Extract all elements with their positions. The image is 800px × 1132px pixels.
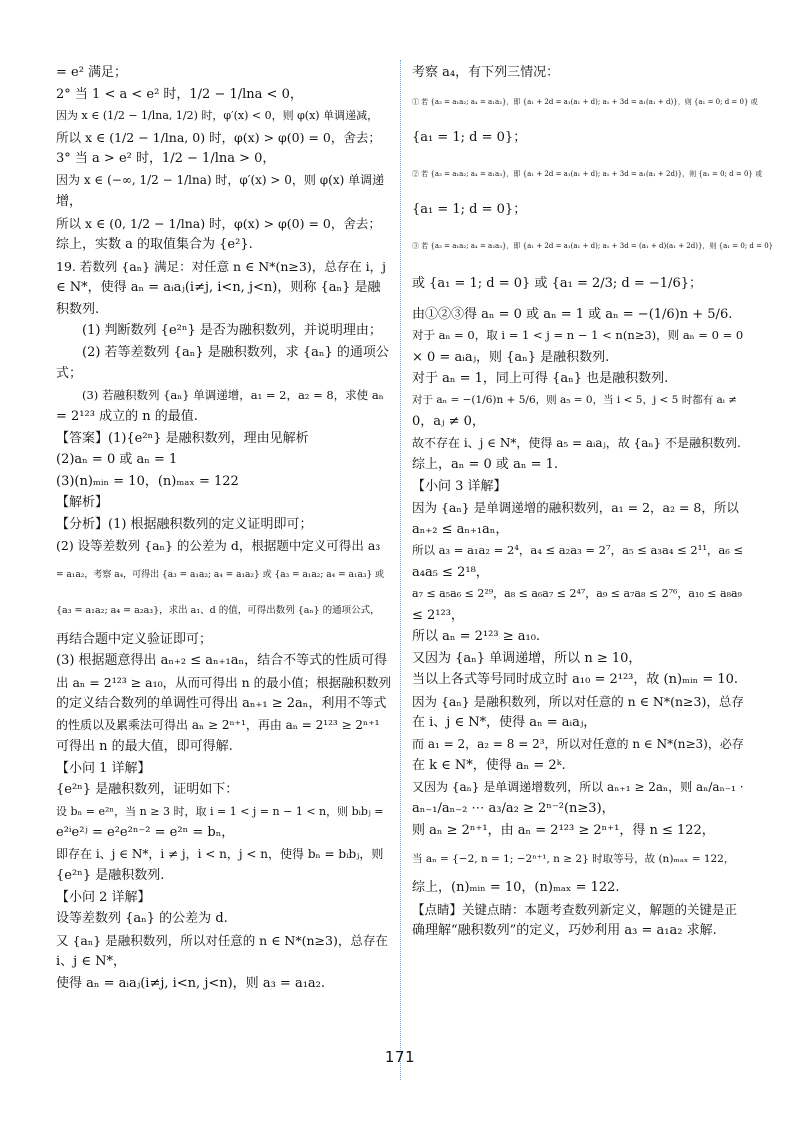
text-line: 又因为 {aₙ} 单调递增，所以 n ≥ 10，	[412, 650, 642, 666]
text-line: × 0 = aᵢaⱼ，则 {aₙ} 是融积数列.	[412, 349, 610, 365]
question-2: (2) 若等差数列 {aₙ} 是融积数列，求 {aₙ} 的通项公	[82, 344, 389, 360]
text-line: = 2¹²³ 成立的 n 的最值.	[56, 409, 198, 424]
text-line: a₄a₅ ≤ 2¹⁸，	[412, 564, 489, 580]
section-heading: 【小问 3 详解】	[412, 478, 507, 494]
text-line: 对于 aₙ = 1，同上可得 {aₙ} 也是融积数列.	[412, 371, 669, 386]
text-line: 2° 当 1 < a < e² 时，1/2 − 1/lna < 0，	[56, 86, 303, 102]
right-column	[412, 62, 774, 942]
text-line: (3) 根据题意得出 aₙ₊₂ ≤ aₙ₊₁aₙ，结合不等式的性质可得	[56, 653, 388, 668]
text-line: 即存在 i、j ∈ N*，i ≠ j，i < n，j < n，使得 bₙ = bᵢbⱼ，则	[56, 846, 384, 861]
question-3: (3) 若融积数列 {aₙ} 单调递增，a₁ = 2，a₂ = 8，求使 aₙ	[82, 387, 384, 402]
text-line: 考察 a₄，有下列三情况：	[412, 65, 560, 80]
text-line: 或 {a₁ = 1; d = 0} 或 {a₁ = 2/3; d = −1/6}；	[412, 275, 702, 291]
text-line: {e²ⁿ} 是融积数列.	[56, 868, 165, 883]
text-line: 综上，(n)ₘᵢₙ = 10，(n)ₘₐₓ = 122.	[412, 880, 620, 895]
text-line: 综上，aₙ = 0 或 aₙ = 1.	[412, 457, 559, 472]
text-line: a₇ ≤ a₅a₆ ≤ 2²⁹，a₈ ≤ a₆a₇ ≤ 2⁴⁷，a₉ ≤ a₇a₈ ≤ 2⁷⁶，a₁₀ ≤ a₈a₉	[412, 587, 742, 600]
remark-heading: 【点睛】关键点睛：本题考查数列新定义，解题的关键是正	[412, 901, 738, 917]
text-line: (3)(n)ₘᵢₙ = 10，(n)ₘₐₓ = 122	[56, 473, 239, 489]
text-line: 积数列.	[56, 301, 100, 317]
text-line: 所以 x ∈ (1/2 − 1/lna, 0) 时，φ(x) > φ(0) = 0，舍去；	[56, 129, 381, 145]
text-line: {a₁ = 1; d = 0}；	[412, 129, 527, 145]
text-line: (2)aₙ = 0 或 aₙ = 1	[56, 452, 178, 467]
text-line: 所以 x ∈ (0, 1/2 − 1/lna) 时，φ(x) > φ(0) = 0，舍去；	[56, 215, 381, 231]
answer-heading: 【答案】(1){e²ⁿ} 是融积数列，理由见解析	[56, 430, 309, 446]
case-3: ③ 若 {a₃ = a₁a₂; a₄ = a₂a₃}，即 {a₁ + 2d = a₁(a₁ + d); a₁ + 3d = (a₁ + d)(a₁ + 2d)}，则 {a₁ = 0; d = 0}	[412, 241, 774, 250]
text-line: 的性质以及累乘法可得出 aₙ ≥ 2ⁿ⁺¹，再由 aₙ = 2¹²³ ≥ 2ⁿ⁺¹	[56, 717, 380, 732]
left-column	[56, 62, 392, 994]
text-line: (2) 设等差数列 {aₙ} 的公差为 d，根据题中定义可得出 a₃	[56, 538, 381, 553]
text-line: 因为 {aₙ} 是单调递增的融积数列，a₁ = 2，a₂ = 8，所以	[412, 500, 739, 515]
text-line: 确理解“融积数列”的定义，巧妙利用 a₃ = a₁a₂ 求解.	[412, 923, 717, 938]
text-line: = a₁a₂，考察 a₄，可得出 {a₃ = a₁a₂; a₄ = a₁a₂} 或 {a₃ = a₁a₂; a₄ = a₁a₃} 或	[56, 569, 385, 580]
text-line: 故不存在 i、j ∈ N*，使得 a₅ = aᵢaⱼ，故 {aₙ} 不是融积数列.	[412, 435, 741, 450]
text-line: ≤ 2¹²³，	[412, 607, 464, 623]
section-heading: 【小问 2 详解】	[56, 889, 151, 905]
text-line: 对于 aₙ = 0，取 i = 1 < j = n − 1 < n(n≥3)，则 aₙ = 0 = 0	[412, 328, 744, 342]
text-line: 可得出 n 的最大值，即可得解.	[56, 739, 233, 754]
text-line: 因为 x ∈ (1/2 − 1/lna, 1/2) 时，φ′(x) < 0，则 φ(x) 单调递减，	[56, 109, 379, 122]
text-line: e²ⁱe²ʲ = e²e²ⁿ⁻² = e²ⁿ = bₙ，	[56, 825, 235, 840]
text-line: 对于 aₙ = −(1/6)n + 5/6，则 a₅ = 0，当 i < 5，j < 5 时都有 aᵢ ≠	[412, 393, 738, 406]
text-line: 式；	[56, 366, 83, 381]
text-line: 再结合题中定义验证即可；	[56, 631, 213, 647]
text-line: 而 a₁ = 2，a₂ = 8 = 2³，所以对任意的 n ∈ N*(n≥3)，必存	[412, 736, 744, 751]
page-number: 171	[384, 1048, 416, 1066]
text-line: 【分析】(1) 根据融积数列的定义证明即可；	[56, 516, 313, 532]
text-line: 因为 {aₙ} 是融积数列，所以对任意的 n ∈ N*(n≥3)，总存	[412, 693, 744, 709]
text-line: 设等差数列 {aₙ} 的公差为 d.	[56, 911, 228, 926]
text-line: 0，aⱼ ≠ 0，	[412, 414, 485, 429]
text-line: 又因为 {aₙ} 是单调递增数列，所以 aₙ₊₁ ≥ 2aₙ，则 aₙ/aₙ₋₁ ·	[412, 779, 744, 794]
text-line: 又 {aₙ} 是融积数列，所以对任意的 n ∈ N*(n≥3)，总存在	[56, 932, 388, 948]
analysis-heading: 【解析】	[56, 495, 109, 510]
text-line: 则 aₙ ≥ 2ⁿ⁺¹，由 aₙ = 2¹²³ ≥ 2ⁿ⁺¹，得 n ≤ 122，	[412, 822, 715, 838]
text-line: ∈ N*，使得 aₙ = aᵢaⱼ(i≠j, i<n, j<n)，则称 {aₙ} 是融	[56, 280, 381, 295]
text-line: 所以 a₃ = a₁a₂ = 2⁴，a₄ ≤ a₂a₃ = 2⁷，a₅ ≤ a₃a₄ ≤ 2¹¹，a₆ ≤	[412, 543, 744, 557]
text-line: aₙ₊₂ ≤ aₙ₊₁aₙ，	[412, 521, 509, 537]
text-line: 在 k ∈ N*，使得 aₙ = 2ᵏ.	[412, 758, 566, 773]
text-line: 因为 x ∈ (−∞, 1/2 − 1/lna) 时，φ′(x) > 0，则 φ(x) 单调递	[56, 172, 385, 187]
problem-statement: 19. 若数列 {aₙ} 满足：对任意 n ∈ N*(n≥3)，总存在 i，j	[56, 258, 387, 274]
text-line: 使得 aₙ = aᵢaⱼ(i≠j, i<n, j<n)，则 a₃ = a₁a₂.	[56, 975, 325, 991]
column-divider	[400, 60, 401, 1080]
text-line: 的定义结合数列的单调性可得出 aₙ₊₁ ≥ 2aₙ，利用不等式	[56, 696, 387, 711]
text-line: 当 aₙ = {−2, n = 1; −2ⁿ⁺¹, n ≥ 2} 时取等号，故 (n)ₘₐₓ = 122，	[412, 853, 735, 865]
case-2: ② 若 {a₃ = a₁a₂; a₄ = a₁a₃}，即 {a₁ + 2d = a₁(a₁ + d); a₁ + 3d = a₁(a₁ + 2d)}，则 {a₁ = 0; d = 0} 或	[412, 169, 763, 178]
text-line: 由①②③得 aₙ = 0 或 aₙ = 1 或 aₙ = −(1/6)n + 5/6.	[412, 306, 733, 322]
section-heading: 【小问 1 详解】	[56, 760, 151, 776]
text-line: {e²ⁿ} 是融积数列，证明如下：	[56, 782, 239, 797]
case-1: ① 若 {a₃ = a₁a₂; a₄ = a₁a₂}，即 {a₁ + 2d = a₁(a₁ + d); a₁ + 3d = a₁(a₁ + d)}，则 {a₁ = 0; d = 0} 或	[412, 97, 758, 106]
text-line: 在 i、j ∈ N*，使得 aₙ = aᵢaⱼ，	[412, 715, 597, 730]
text-line: {a₁ = 1; d = 0}；	[412, 201, 527, 217]
text-line: 增，	[56, 194, 83, 209]
text-line: 设 bₙ = e²ⁿ，当 n ≥ 3 时，取 i = 1 < j = n − 1 < n，则 bᵢbⱼ =	[56, 804, 384, 818]
text-line: = e² 满足；	[56, 65, 128, 80]
text-line: aₙ₋₁/aₙ₋₂ ⋯ a₃/a₂ ≥ 2ⁿ⁻²(n≥3)，	[412, 801, 615, 816]
text-line: 所以 aₙ = 2¹²³ ≥ a₁₀.	[412, 629, 541, 644]
text-line: {a₃ = a₁a₂; a₄ = a₂a₃}，求出 a₁、d 的值，可得出数列 {aₙ} 的通项公式，	[56, 604, 380, 616]
text-line: 出 aₙ = 2¹²³ ≥ a₁₀，从而可得出 n 的最小值；根据融积数列	[56, 674, 392, 690]
text-line: 当以上各式等号同时成立时 a₁₀ = 2¹²³，故 (n)ₘᵢₙ = 10.	[412, 672, 739, 687]
text-line: i、j ∈ N*，	[56, 954, 126, 969]
text-line: 综上，实数 a 的取值集合为 {e²}.	[56, 237, 253, 252]
text-line: 3° 当 a > e² 时，1/2 − 1/lna > 0，	[56, 151, 276, 166]
question-1: (1) 判断数列 {e²ⁿ} 是否为融积数列，并说明理由；	[82, 323, 382, 338]
